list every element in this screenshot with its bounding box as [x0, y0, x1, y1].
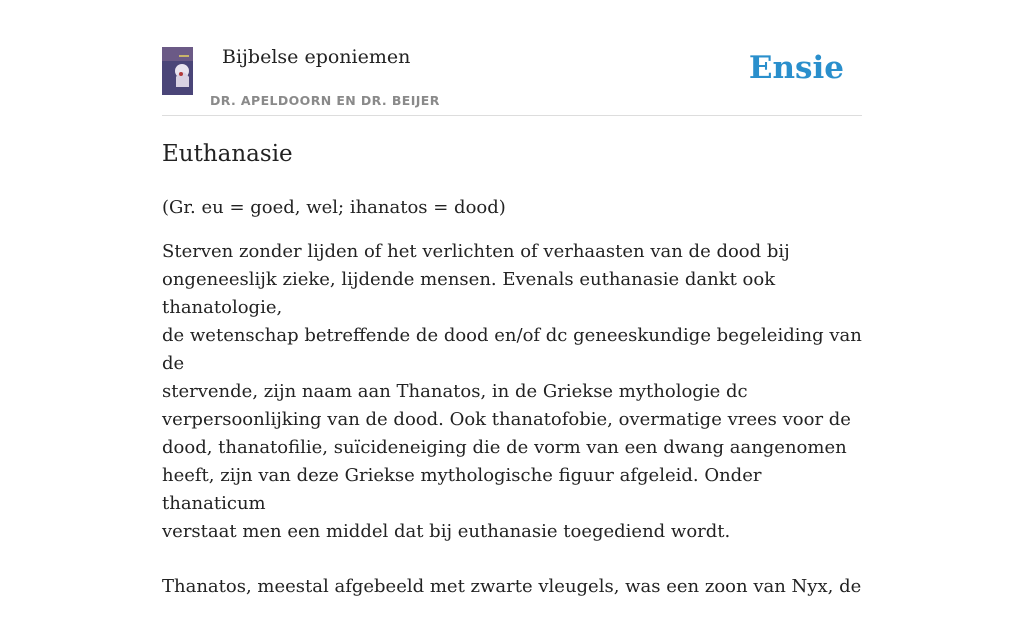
entry-content — [162, 138, 862, 628]
ensie-logo-link[interactable]: Ensie — [748, 50, 844, 86]
entry-title: Euthanasie — [162, 141, 293, 167]
entry-paragraph: Sterven zonder lijden of het verlichten of verhaasten van de dood bij ongeneeslijk zieke, lijdende mensen. Evenals euthanasie dankt ook thanatologie, de wetenschap betreffende de dood en/of dc geneeskundige begeleiding van de stervende, zijn naam aan Thanatos, in de Griekse mythologie dc verpersoonlijking van de dood. Ook thanatofobie, overmatige vrees voor de dood, thanatofilie, suïcideneiging die de vorm van een dwang aangenomen heeft, zijn van deze Griekse mythologische figuur afgeleid. Onder thanaticum verstaat men een middel dat bij euthanasie toegediend wordt. — [162, 241, 862, 542]
book-cover-image — [162, 47, 193, 95]
book-author[interactable]: DR. APELDOORN EN DR. BEIJER — [210, 93, 440, 108]
book-cover-thumbnail[interactable] — [162, 47, 193, 95]
book-title[interactable]: Bijbelse eponiemen — [222, 46, 411, 68]
book-header — [162, 0, 862, 116]
entry-etymology: (Gr. eu = goed, wel; ihanatos = dood) — [162, 197, 506, 218]
entry-paragraph: Thanatos, meestal afgebeeld met zwarte vleugels, was een zoon van Nyx, de — [162, 576, 862, 597]
